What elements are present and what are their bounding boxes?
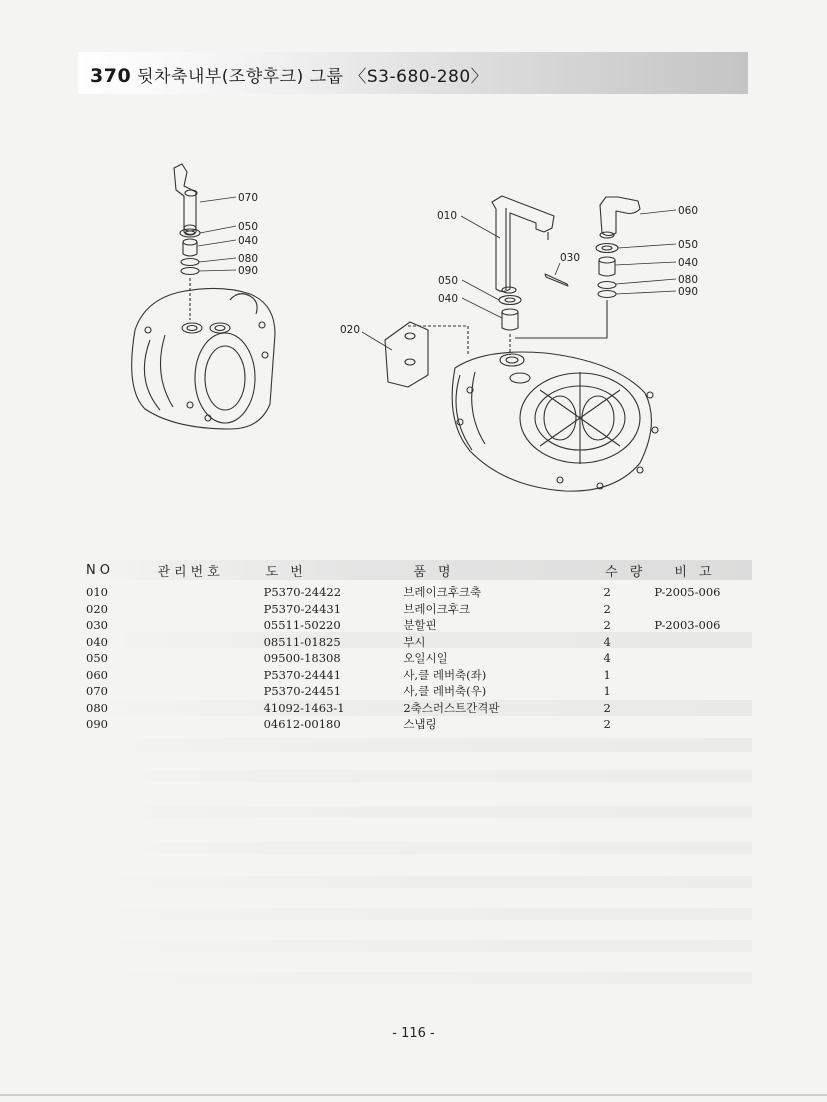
row-mgmt — [141, 650, 263, 667]
table-row — [86, 601, 754, 618]
row-part: P5370-24451 — [263, 684, 342, 699]
row-note: P-2003-006 — [654, 618, 721, 633]
col-header-name: 품 명 — [413, 564, 455, 580]
row-part: 41092-1463-1 — [263, 700, 345, 715]
parts-table — [86, 556, 754, 733]
row-qty: 1 — [603, 667, 611, 682]
row-part: P5370-24431 — [263, 601, 342, 616]
group-number: 370 — [90, 65, 132, 87]
scan-band — [80, 770, 752, 782]
table-row — [86, 667, 754, 684]
scan-band — [80, 842, 752, 854]
callout-050-center: 050 — [438, 275, 459, 287]
row-mgmt — [141, 601, 263, 618]
row-part: 08511-01825 — [263, 634, 341, 649]
row-name: 오일시일 — [403, 651, 448, 666]
callout-080-left: 080 — [238, 253, 259, 265]
callout-060: 060 — [678, 205, 699, 217]
row-qty: 2 — [603, 618, 611, 633]
bottom-rule — [0, 1094, 827, 1096]
row-mgmt — [141, 700, 263, 717]
right-transmission-housing — [452, 352, 658, 491]
right-lever-shaft — [515, 197, 640, 338]
left-lever-shaft — [174, 164, 197, 235]
row-no: 080 — [86, 700, 108, 715]
table-row — [86, 584, 754, 601]
callout-040-left: 040 — [238, 235, 259, 247]
row-qty: 4 — [603, 651, 611, 666]
row-name: 사,클 레버축(좌) — [403, 667, 487, 682]
row-qty: 1 — [603, 684, 611, 699]
split-pin — [545, 274, 568, 286]
row-name: 스냅링 — [403, 717, 437, 732]
row-no: 020 — [86, 601, 108, 616]
scan-band — [80, 908, 752, 920]
row-mgmt — [141, 716, 263, 733]
row-no: 090 — [86, 717, 108, 732]
row-note — [646, 667, 754, 684]
row-name: 브레이크후크축 — [403, 585, 482, 600]
callout-030: 030 — [560, 252, 581, 264]
row-part: P5370-24422 — [263, 585, 342, 600]
left-transmission-housing — [132, 288, 275, 429]
page-number: - 116 - — [392, 1026, 435, 1041]
row-qty: 2 — [603, 717, 611, 732]
row-name: 사,클 레버축(우) — [403, 684, 487, 699]
parts-diagram-svg — [0, 150, 827, 540]
row-no: 050 — [86, 651, 108, 666]
scan-band — [80, 738, 752, 752]
row-qty: 4 — [603, 634, 611, 649]
table-row — [86, 700, 754, 717]
callout-040-center: 040 — [438, 293, 459, 305]
row-no: 060 — [86, 667, 108, 682]
col-header-part: 도 번 — [265, 564, 307, 580]
right-center-seal-stack — [499, 296, 521, 356]
row-no: 070 — [86, 684, 108, 699]
table-row — [86, 683, 754, 700]
col-header-note: 비 고 — [674, 564, 716, 580]
row-no: 010 — [86, 585, 108, 600]
row-name: 브레이크후크 — [403, 601, 470, 616]
row-note — [646, 650, 754, 667]
row-qty: 2 — [603, 700, 611, 715]
row-mgmt — [141, 617, 263, 634]
row-name: 분할핀 — [403, 618, 437, 633]
group-title: 뒷차축내부(조향후크) 그룹 〈S3-680-280〉 — [137, 67, 489, 87]
table-row — [86, 617, 754, 634]
row-mgmt — [141, 683, 263, 700]
row-note — [646, 683, 754, 700]
callout-050-left: 050 — [238, 221, 259, 233]
row-note — [646, 634, 754, 651]
callout-050-right: 050 — [678, 239, 699, 251]
row-part: 04612-00180 — [263, 717, 341, 732]
row-note: P-2005-006 — [654, 585, 721, 600]
row-note — [646, 716, 754, 733]
row-mgmt — [141, 634, 263, 651]
table-row — [86, 716, 754, 733]
scan-band — [80, 972, 752, 984]
exploded-parts-diagram — [0, 150, 827, 540]
row-part: 09500-18308 — [263, 651, 341, 666]
row-mgmt — [141, 667, 263, 684]
table-header-row — [86, 556, 754, 584]
brake-hook — [385, 322, 468, 387]
row-no: 030 — [86, 618, 108, 633]
callout-040-right: 040 — [678, 257, 699, 269]
row-part: P5370-24441 — [263, 667, 342, 682]
row-qty: 2 — [603, 601, 611, 616]
col-header-mgmt: 관리번호 — [157, 564, 224, 580]
page-title — [90, 62, 488, 87]
col-header-qty: 수 량 — [605, 564, 647, 580]
scan-band — [80, 940, 752, 952]
row-note — [646, 601, 754, 618]
row-mgmt — [141, 584, 263, 601]
row-no: 040 — [86, 634, 108, 649]
callout-020: 020 — [340, 324, 361, 336]
scan-band — [80, 876, 752, 888]
table-row — [86, 634, 754, 651]
row-note — [646, 700, 754, 717]
left-seal-stack — [180, 229, 200, 320]
row-name: 부시 — [403, 634, 426, 649]
brake-hook-shaft — [492, 196, 554, 293]
row-qty: 2 — [603, 585, 611, 600]
callout-090-left: 090 — [238, 265, 259, 277]
row-name: 2축스러스트간격판 — [403, 700, 500, 715]
callout-010: 010 — [437, 210, 458, 222]
scan-band — [80, 806, 752, 818]
callout-090-right: 090 — [678, 286, 699, 298]
table-row — [86, 650, 754, 667]
row-part: 05511-50220 — [263, 618, 341, 633]
callout-070-left: 070 — [238, 192, 259, 204]
callout-080-right: 080 — [678, 274, 699, 286]
col-header-no: NO — [86, 562, 114, 578]
